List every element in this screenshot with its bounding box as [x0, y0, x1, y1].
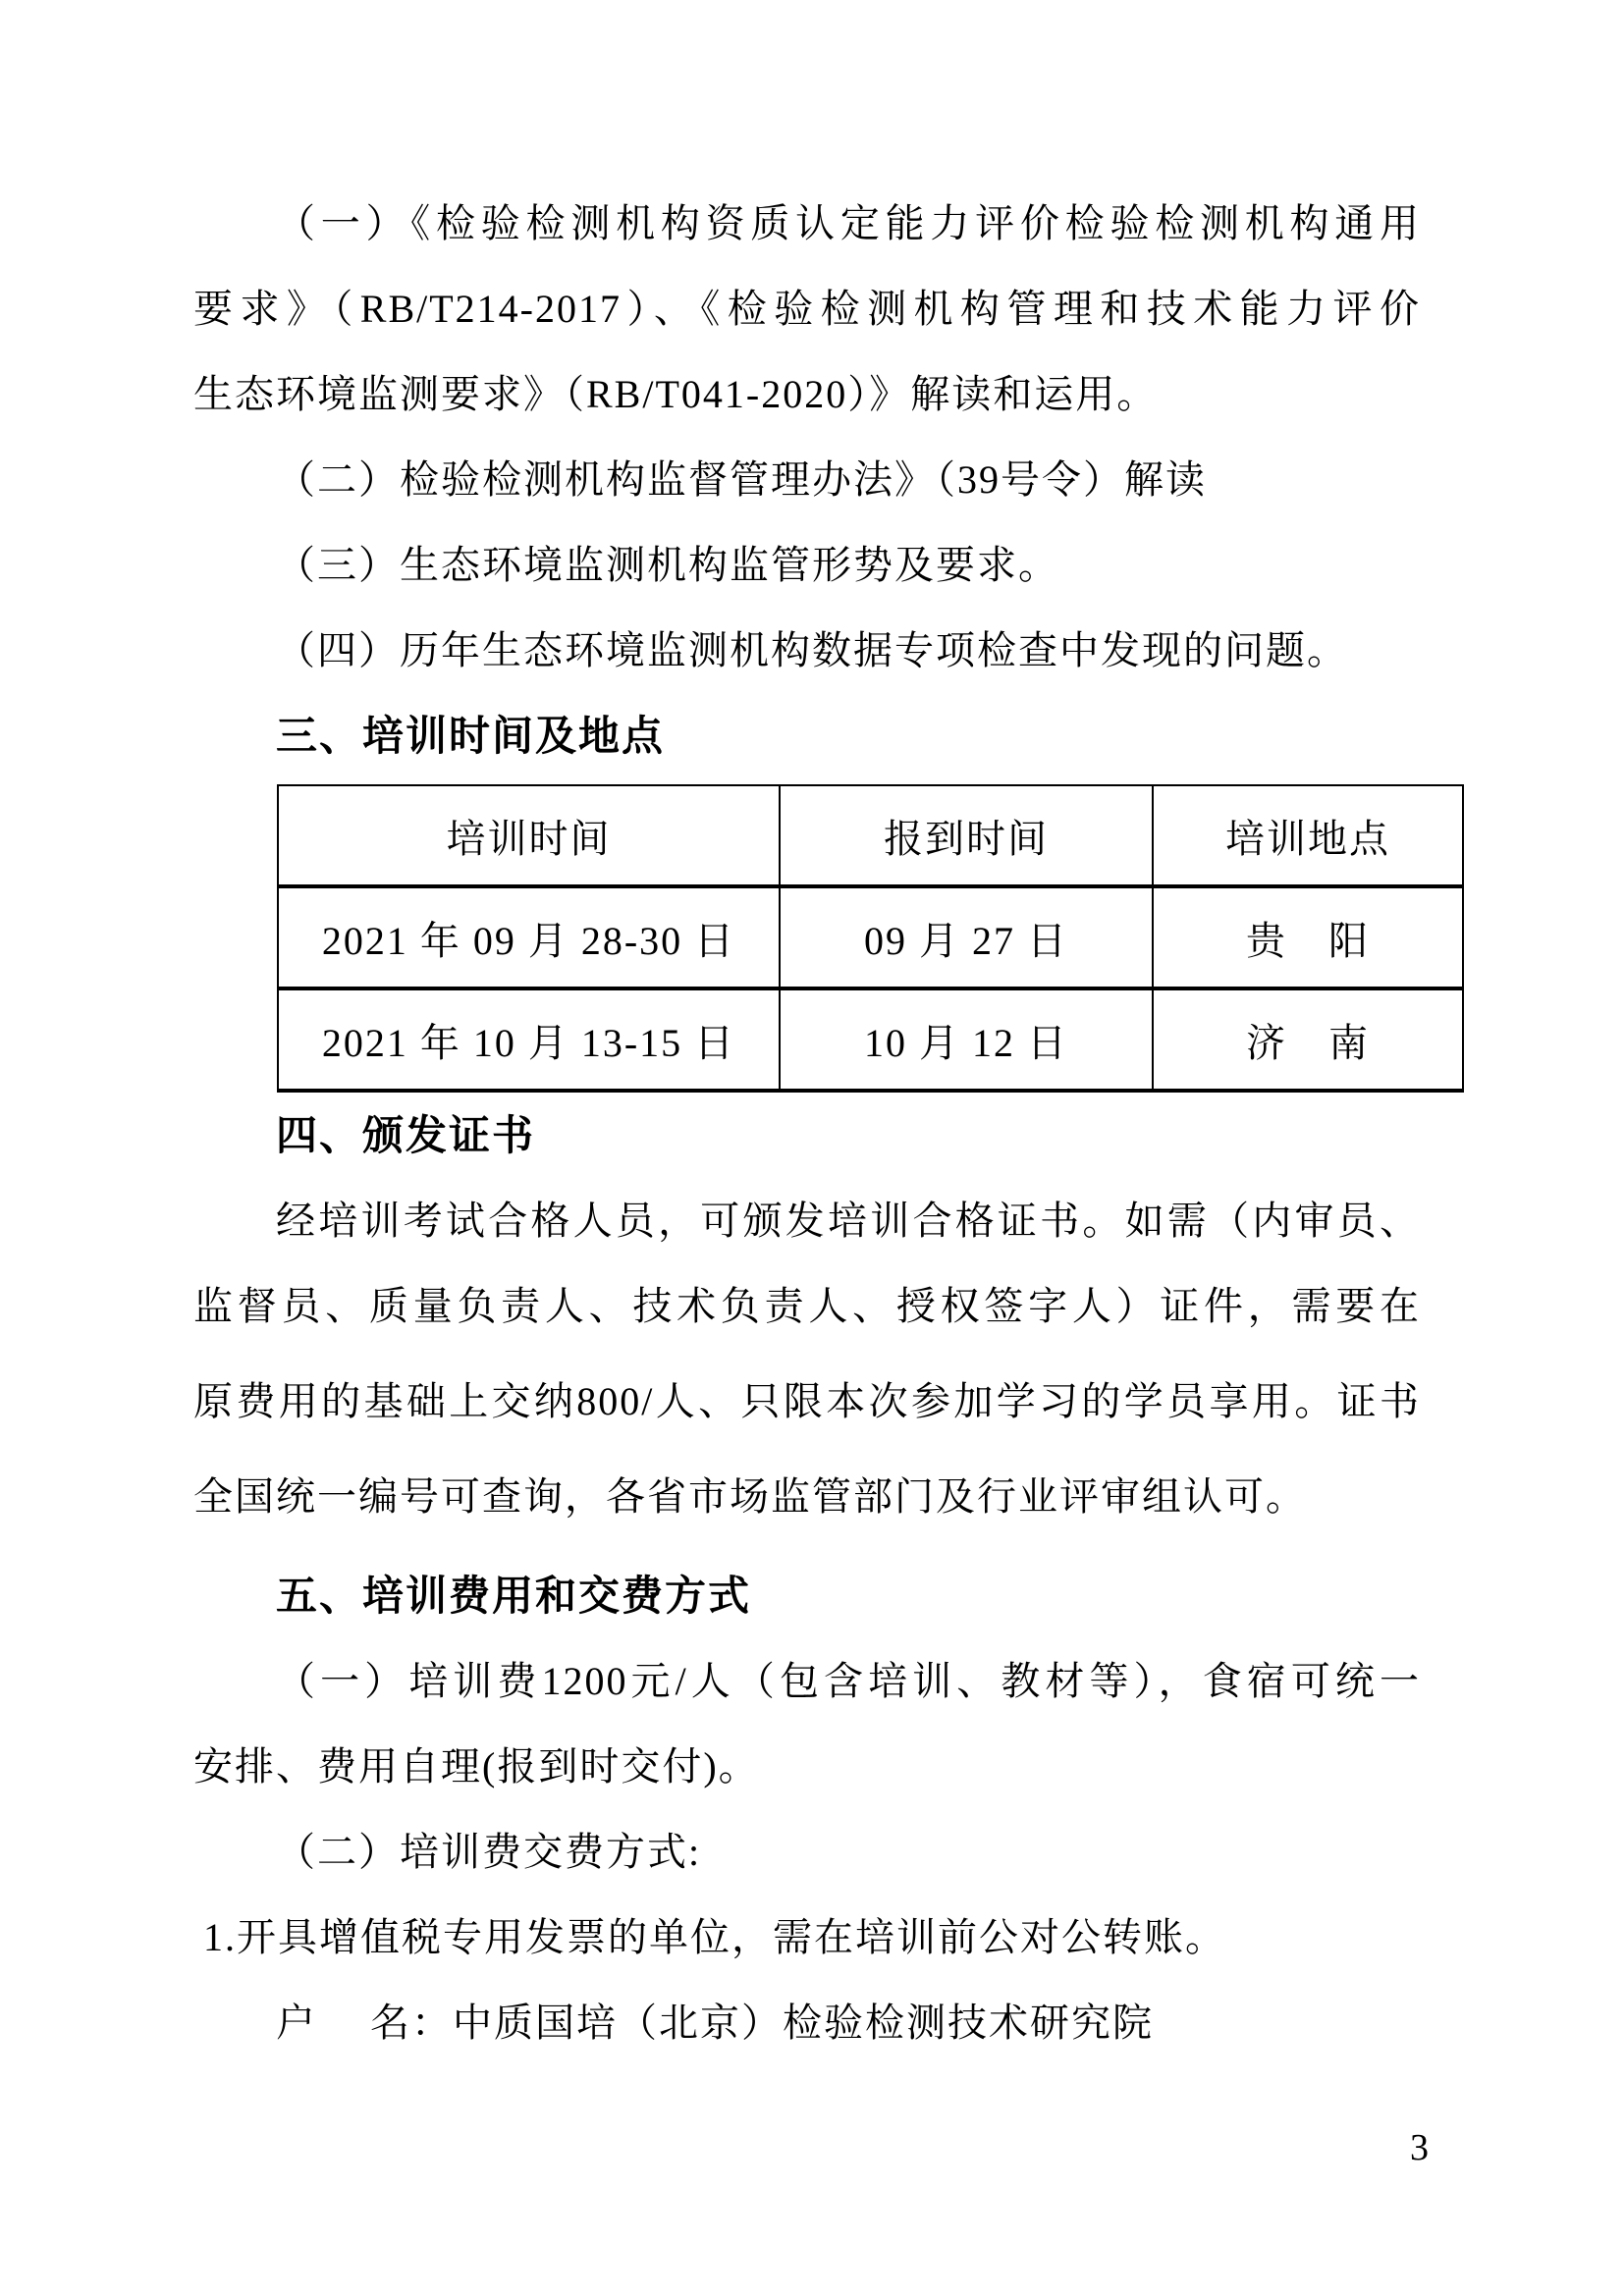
- paragraph-line: （二）检验检测机构监督管理办法》（39号令）解读: [276, 457, 1207, 502]
- section-heading-training-time: 三、培训时间及地点: [276, 713, 666, 759]
- table-header-cell: 培训时间: [278, 785, 780, 886]
- table-header-row: [278, 785, 1463, 886]
- table-cell: 2021 年 10 月 13-15 日: [278, 988, 780, 1091]
- table-header-cell: 培训地点: [1153, 785, 1463, 886]
- paragraph-line: （二）培训费交费方式:: [276, 1830, 702, 1874]
- paragraph-line: 1.开具增值税专用发票的单位，需在培训前公对公转账。: [203, 1915, 1226, 1959]
- table-cell: 2021 年 09 月 28-30 日: [278, 886, 780, 988]
- paragraph-line: 经培训考试合格人员，可颁发培训合格证书。如需（内审员、: [276, 1199, 1421, 1243]
- table-row: [278, 988, 1463, 1091]
- paragraph-line: 生态环境监测要求》（RB/T041-2020）》解读和运用。: [193, 372, 1159, 416]
- section-heading-fees: 五、培训费用和交费方式: [276, 1573, 752, 1619]
- paragraph-line: （四）历年生态环境监测机构数据专项检查中发现的问题。: [276, 628, 1348, 672]
- table-row: [278, 886, 1463, 988]
- paragraph-line: 原费用的基础上交纳800/人、只限本次参加学习的学员享用。证书: [193, 1379, 1421, 1423]
- table-cell: 09 月 27 日: [780, 886, 1153, 988]
- paragraph-line: 全国统一编号可查询，各省市场监管部门及行业评审组认可。: [193, 1474, 1307, 1519]
- table-header-cell: 报到时间: [780, 785, 1153, 886]
- paragraph-line: 安排、费用自理(报到时交付)。: [193, 1744, 760, 1789]
- table-cell: 10 月 12 日: [780, 988, 1153, 1091]
- training-schedule-table: [277, 784, 1464, 1093]
- paragraph-line: （一）《检验检测机构资质认定能力评价检验检测机构通用: [276, 201, 1421, 245]
- paragraph-line: （一）培训费1200元/人（包含培训、教材等），食宿可统一: [276, 1659, 1421, 1703]
- section-heading-certificate: 四、颁发证书: [276, 1112, 536, 1158]
- paragraph-line: （三）生态环境监测机构监管形势及要求。: [276, 543, 1059, 587]
- document-content: [193, 181, 1462, 2065]
- table-cell: 济 南: [1153, 988, 1463, 1091]
- paragraph-line-account-name: 户 名：中质国培（北京）检验检测技术研究院: [276, 2001, 1154, 2045]
- page-number: 3: [1410, 2127, 1429, 2168]
- table-cell: 贵 阳: [1153, 886, 1463, 988]
- paragraph-line: 要求》（RB/T214-2017）、《检验检测机构管理和技术能力评价: [193, 287, 1421, 331]
- paragraph-line: 监督员、质量负责人、技术负责人、授权签字人）证件，需要在: [193, 1284, 1421, 1328]
